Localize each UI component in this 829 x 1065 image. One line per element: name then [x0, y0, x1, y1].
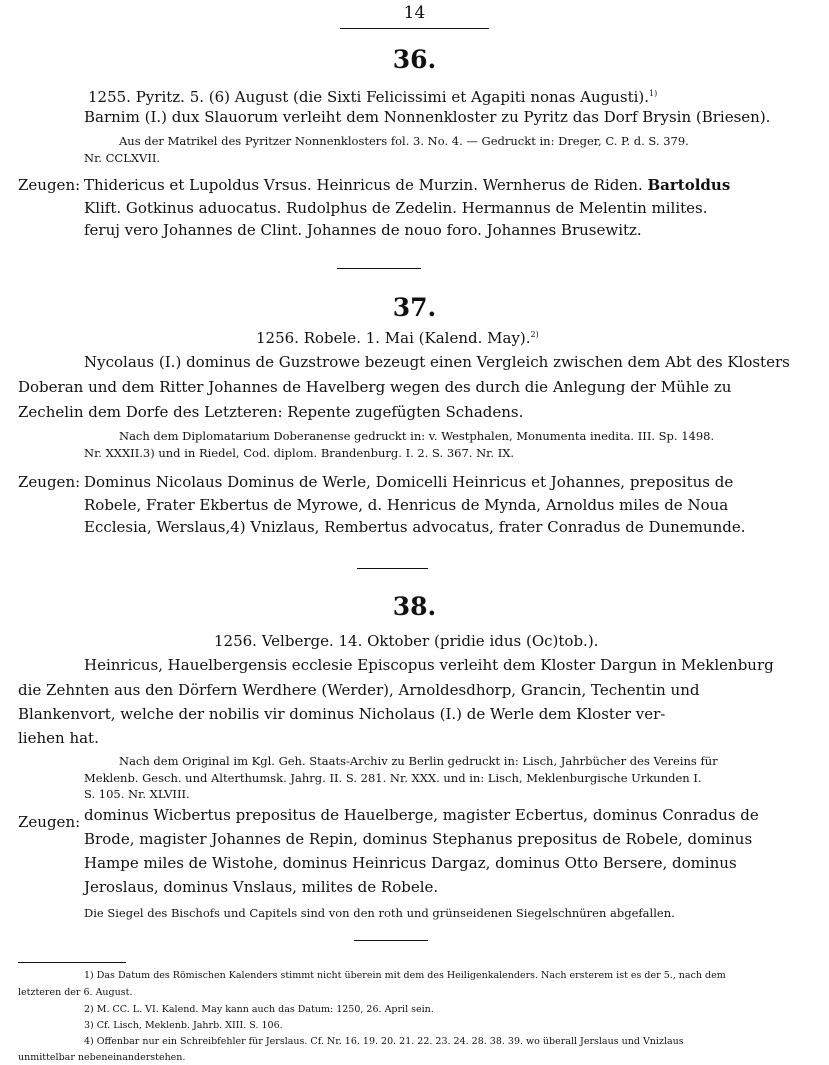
document-38-summary-line-4: liehen hat.: [18, 729, 99, 747]
footnote-2: 2) M. CC. L. VI. Kalend. May kann auch das Datum: 1250, 26. April sein.: [84, 1004, 434, 1015]
document-38-seal-note: Die Siegel des Bischofs und Capitels sind von den roth und grünseidenen Siegelschnüren abgefallen.: [84, 906, 675, 920]
footnote-4-line-2: unmittelbar nebeneinanderstehen.: [18, 1052, 186, 1063]
separator-rule: [354, 940, 428, 941]
document-38-witnesses-label: Zeugen:: [18, 813, 81, 831]
footnote-3: 3) Cf. Lisch, Meklenb. Jahrb. XIII. S. 106.: [84, 1020, 283, 1031]
document-38-witness-line-3: Hampe miles de Wistohe, dominus Heinricus Dargaz, dominus Otto Bersere, dominus: [84, 854, 737, 872]
document-number-37: 37.: [392, 293, 437, 322]
document-38-heading: 1256. Velberge. 14. Oktober (pridie idus (Oc)tob.).: [214, 632, 599, 650]
document-36-source-line-1: Aus der Matrikel des Pyritzer Nonnenklosters fol. 3. No. 4. — Gedruckt in: Dreger, C. P. d. S. 379.: [119, 134, 689, 148]
footnote-1-line-1: 1) Das Datum des Römischen Kalenders stimmt nicht überein mit dem des Heiligenkalenders. Nach ersterem ist es der 5., nach dem: [84, 970, 726, 981]
document-37-witness-line-1: Dominus Nicolaus Dominus de Werle, Domicelli Heinricus et Johannes, prepositus de: [84, 473, 734, 491]
document-37-source-line-1: Nach dem Diplomatarium Doberanense gedruckt in: v. Westphalen, Monumenta inedita. III. Sp. 1498.: [119, 429, 715, 443]
page-number: 14: [403, 3, 426, 23]
document-36-witness-line-1: Thidericus et Lupoldus Vrsus. Heinricus de Murzin. Wernherus de Riden. Bartoldus: [84, 176, 731, 194]
document-36-witnesses-label: Zeugen:: [18, 176, 81, 194]
document-38-summary-line-1: Heinricus, Hauelbergensis ecclesie Episcopus verleiht dem Kloster Dargun in Meklenburg: [84, 656, 774, 674]
document-38-source-line-2: Meklenb. Gesch. und Alterthumsk. Jahrg. II. S. 281. Nr. XXX. und in: Lisch, Meklenburgische Urkunden I.: [84, 771, 702, 785]
document-37-summary-line-2: Doberan und dem Ritter Johannes de Havelberg wegen des durch die Anlegung der Mühle zu: [18, 378, 732, 396]
document-38-witness-line-1: dominus Wicbertus prepositus de Hauelberge, magister Ecbertus, dominus Conradus de: [84, 806, 759, 824]
document-37-heading: 1256. Robele. 1. Mai (Kalend. May).$^{2)}$: [256, 329, 539, 347]
separator-rule: [357, 568, 428, 569]
document-37-source-line-2: Nr. XXXII.3) und in Riedel, Cod. diplom. Brandenburg. I. 2. S. 367. Nr. IX.: [84, 446, 515, 460]
footnote-4-line-1: 4) Offenbar nur ein Schreibfehler für Jerslaus. Cf. Nr. 16. 19. 20. 21. 22. 23. 24. 28. 38. 39. wo überall Jerslaus und Vnizlaus: [84, 1036, 684, 1047]
document-36-source-line-2: Nr. CCLXVII.: [84, 151, 161, 165]
document-36-summary: Barnim (I.) dux Slauorum verleiht dem Nonnenkloster zu Pyritz das Dorf Brysin (Briesen).: [84, 108, 771, 126]
document-36-witness-line-3: feruj vero Johannes de Clint. Johannes de nouo foro. Johannes Brusewitz.: [84, 221, 642, 239]
footnote-1-line-2: letzteren der 6. August.: [18, 987, 133, 998]
document-36-heading: 1255. Pyritz. 5. (6) August (die Sixti Felicissimi et Agapiti nonas Augusti).$^{1)}$: [88, 88, 658, 106]
top-rule: [340, 28, 489, 29]
document-number-36: 36.: [392, 45, 437, 74]
document-37-summary-line-1: Nycolaus (I.) dominus de Guzstrowe bezeugt einen Vergleich zwischen dem Abt des Klosters: [84, 353, 790, 371]
document-number-38: 38.: [392, 592, 437, 621]
document-38-witness-line-2: Brode, magister Johannes de Repin, dominus Stephanus prepositus de Robele, dominus: [84, 830, 753, 848]
document-37-witness-line-2: Robele, Frater Ekbertus de Myrowe, d. Henricus de Mynda, Arnoldus miles de Noua: [84, 496, 729, 514]
document-37-witness-line-3: Ecclesia, Werslaus,4) Vnizlaus, Rembertus advocatus, frater Conradus de Dunemunde.: [84, 518, 746, 536]
footnote-rule: [18, 962, 126, 963]
document-38-summary-line-2: die Zehnten aus den Dörfern Werdhere (Werder), Arnoldesdhorp, Grancin, Techentin und: [18, 681, 700, 699]
document-38-source-line-3: S. 105. Nr. XLVIII.: [84, 787, 190, 801]
document-38-source-line-1: Nach dem Original im Kgl. Geh. Staats-Archiv zu Berlin gedruckt in: Lisch, Jahrbücher des Vereins für: [119, 754, 718, 768]
document-36-witness-line-2: Klift. Gotkinus aduocatus. Rudolphus de Zedelin. Hermannus de Melentin milites.: [84, 199, 708, 217]
document-37-summary-line-3: Zechelin dem Dorfe des Letzteren: Repente zugefügten Schadens.: [18, 403, 524, 421]
separator-rule: [337, 268, 421, 269]
document-38-witness-line-4: Jeroslaus, dominus Vnslaus, milites de Robele.: [84, 878, 439, 896]
document-38-summary-line-3: Blankenvort, welche der nobilis vir dominus Nicholaus (I.) de Werle dem Kloster ver-: [18, 705, 666, 723]
document-37-witnesses-label: Zeugen:: [18, 473, 81, 491]
